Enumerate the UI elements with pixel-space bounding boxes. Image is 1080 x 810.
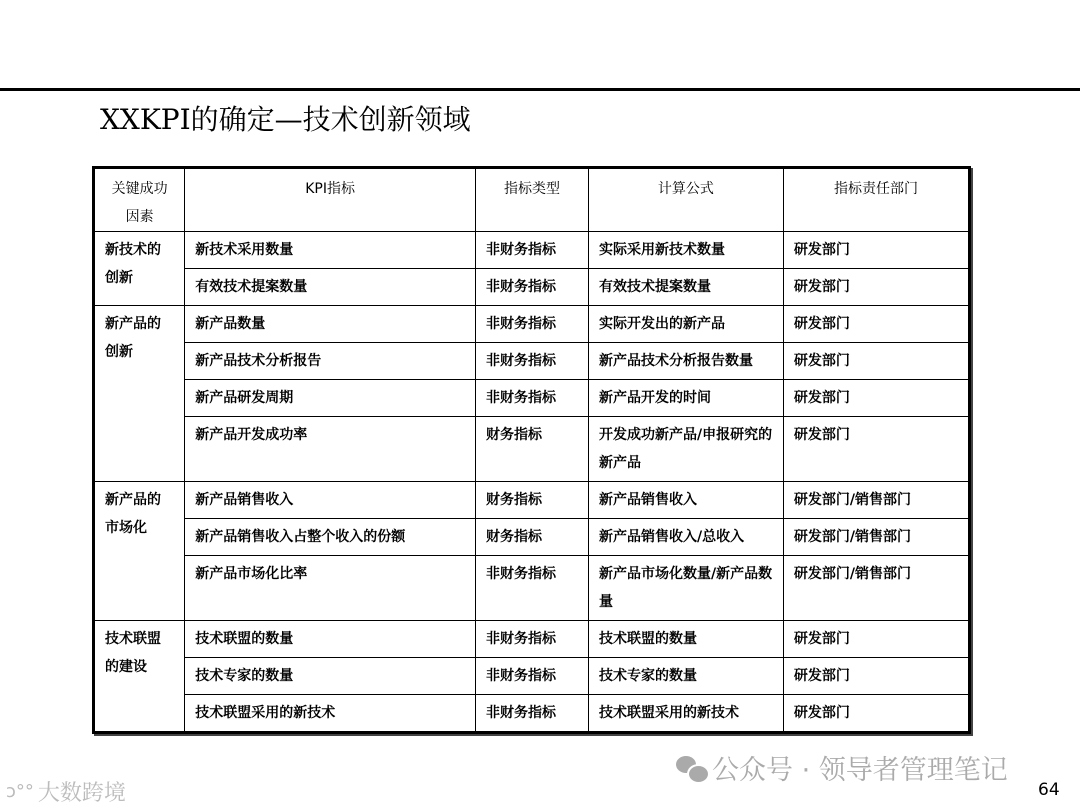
cell-type: 非财务指标 bbox=[475, 658, 588, 695]
cell-department: 研发部门 bbox=[783, 232, 969, 269]
cell-formula: 新产品技术分析报告数量 bbox=[588, 343, 783, 380]
watermark-brand bbox=[6, 776, 126, 807]
cell-kpi: 新产品数量 bbox=[185, 306, 476, 343]
cell-type: 财务指标 bbox=[475, 417, 588, 482]
cell-department: 研发部门 bbox=[783, 380, 969, 417]
cell-formula: 实际采用新技术数量 bbox=[588, 232, 783, 269]
table-row bbox=[94, 695, 970, 733]
cell-type: 非财务指标 bbox=[475, 232, 588, 269]
cell-formula: 实际开发出的新产品 bbox=[588, 306, 783, 343]
cell-kpi: 新产品销售收入占整个收入的份额 bbox=[185, 519, 476, 556]
table-row bbox=[94, 269, 970, 306]
cell-kpi: 新技术采用数量 bbox=[185, 232, 476, 269]
cell-kpi: 技术专家的数量 bbox=[185, 658, 476, 695]
cell-kpi: 技术联盟的数量 bbox=[185, 621, 476, 658]
table-row bbox=[94, 658, 970, 695]
watermark-wechat bbox=[676, 748, 1008, 787]
cell-formula: 新产品开发的时间 bbox=[588, 380, 783, 417]
table-row bbox=[94, 482, 970, 519]
cell-department: 研发部门 bbox=[783, 621, 969, 658]
header-kpi: KPI指标 bbox=[185, 168, 476, 232]
cell-type: 非财务指标 bbox=[475, 380, 588, 417]
cell-department: 研发部门/销售部门 bbox=[783, 556, 969, 621]
cell-department: 研发部门 bbox=[783, 695, 969, 733]
table-row bbox=[94, 417, 970, 482]
cell-formula: 新产品销售收入 bbox=[588, 482, 783, 519]
cell-department: 研发部门 bbox=[783, 269, 969, 306]
table-row bbox=[94, 306, 970, 343]
kpi-table bbox=[92, 166, 971, 734]
cell-factor: 新产品的创新 bbox=[94, 306, 185, 482]
cell-kpi: 新产品开发成功率 bbox=[185, 417, 476, 482]
cell-formula: 技术专家的数量 bbox=[588, 658, 783, 695]
cell-kpi: 新产品市场化比率 bbox=[185, 556, 476, 621]
watermark-wechat-text: 公众号 · 领导者管理笔记 bbox=[712, 755, 1008, 786]
cell-formula: 新产品市场化数量/新产品数量 bbox=[588, 556, 783, 621]
table-header-row bbox=[94, 168, 970, 232]
table-row bbox=[94, 519, 970, 556]
table-row bbox=[94, 380, 970, 417]
cell-factor: 新产品的市场化 bbox=[94, 482, 185, 621]
cell-type: 非财务指标 bbox=[475, 306, 588, 343]
cell-formula: 有效技术提案数量 bbox=[588, 269, 783, 306]
cell-kpi: 新产品销售收入 bbox=[185, 482, 476, 519]
cell-department: 研发部门 bbox=[783, 343, 969, 380]
cell-formula: 开发成功新产品/申报研究的新产品 bbox=[588, 417, 783, 482]
header-type: 指标类型 bbox=[475, 168, 588, 232]
table-body bbox=[94, 232, 970, 733]
cell-type: 财务指标 bbox=[475, 519, 588, 556]
cell-kpi: 新产品技术分析报告 bbox=[185, 343, 476, 380]
table-row bbox=[94, 343, 970, 380]
header-factor: 关键成功因素 bbox=[94, 168, 185, 232]
cell-factor: 技术联盟的建设 bbox=[94, 621, 185, 733]
cell-factor: 新技术的创新 bbox=[94, 232, 185, 306]
table-row bbox=[94, 621, 970, 658]
cell-type: 财务指标 bbox=[475, 482, 588, 519]
wechat-icon bbox=[676, 756, 706, 780]
cell-type: 非财务指标 bbox=[475, 269, 588, 306]
cell-type: 非财务指标 bbox=[475, 621, 588, 658]
cell-formula: 技术联盟的数量 bbox=[588, 621, 783, 658]
cell-type: 非财务指标 bbox=[475, 343, 588, 380]
header-formula: 计算公式 bbox=[588, 168, 783, 232]
cell-type: 非财务指标 bbox=[475, 556, 588, 621]
slide-title: XXKPI的确定—技术创新领域 bbox=[100, 103, 471, 136]
cell-formula: 技术联盟采用的新技术 bbox=[588, 695, 783, 733]
cell-formula: 新产品销售收入/总收入 bbox=[588, 519, 783, 556]
brand-logo-icon: ↄ°° bbox=[6, 781, 34, 802]
cell-kpi: 新产品研发周期 bbox=[185, 380, 476, 417]
top-rule bbox=[0, 88, 1080, 91]
cell-kpi: 技术联盟采用的新技术 bbox=[185, 695, 476, 733]
cell-department: 研发部门/销售部门 bbox=[783, 482, 969, 519]
cell-department: 研发部门 bbox=[783, 306, 969, 343]
cell-type: 非财务指标 bbox=[475, 695, 588, 733]
cell-department: 研发部门 bbox=[783, 417, 969, 482]
cell-department: 研发部门/销售部门 bbox=[783, 519, 969, 556]
cell-department: 研发部门 bbox=[783, 658, 969, 695]
cell-kpi: 有效技术提案数量 bbox=[185, 269, 476, 306]
header-department: 指标责任部门 bbox=[783, 168, 969, 232]
table-row bbox=[94, 556, 970, 621]
page-number: 64 bbox=[1038, 780, 1060, 800]
table-row bbox=[94, 232, 970, 269]
watermark-brand-text: 大数跨境 bbox=[37, 781, 126, 806]
